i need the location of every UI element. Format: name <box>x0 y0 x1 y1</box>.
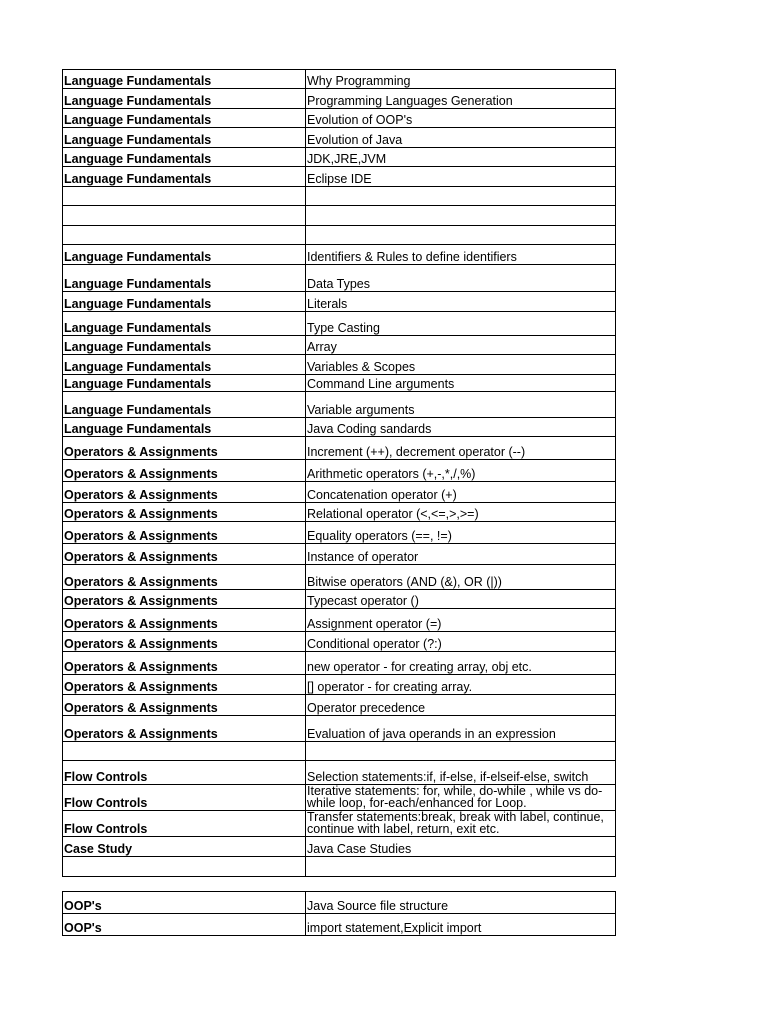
topic-cell: Operators & Assignments <box>63 695 306 716</box>
topic-cell: Flow Controls <box>63 785 306 811</box>
table-row <box>63 437 616 460</box>
subtopic-cell: Data Types <box>306 265 616 292</box>
table-row <box>63 652 616 675</box>
table-row <box>63 482 616 503</box>
topic-cell: Language Fundamentals <box>63 109 306 128</box>
subtopic-cell: Variable arguments <box>306 392 616 418</box>
topic-cell: Operators & Assignments <box>63 460 306 482</box>
topic-cell: Language Fundamentals <box>63 292 306 312</box>
topic-cell <box>63 742 306 761</box>
table-row <box>63 206 616 226</box>
subtopic-cell: Why Programming <box>306 70 616 89</box>
table-row <box>63 89 616 109</box>
subtopic-cell: Identifiers & Rules to define identifiers <box>306 245 616 265</box>
topic-cell: Language Fundamentals <box>63 70 306 89</box>
main-table-body <box>63 70 616 877</box>
topic-cell: Operators & Assignments <box>63 503 306 522</box>
topic-cell: Flow Controls <box>63 761 306 785</box>
table-row <box>63 167 616 187</box>
table-row <box>63 811 616 837</box>
curriculum-table-oops <box>62 891 615 936</box>
subtopic-cell: Typecast operator () <box>306 590 616 609</box>
table-row <box>63 632 616 652</box>
subtopic-cell: Evolution of Java <box>306 128 616 148</box>
table-row <box>63 695 616 716</box>
topic-cell: Case Study <box>63 837 306 857</box>
topic-cell: Flow Controls <box>63 811 306 837</box>
subtopic-cell: Operator precedence <box>306 695 616 716</box>
topic-cell: Operators & Assignments <box>63 522 306 544</box>
table-row <box>63 522 616 544</box>
table-row <box>63 892 616 914</box>
topic-cell: Language Fundamentals <box>63 128 306 148</box>
topic-cell: Language Fundamentals <box>63 148 306 167</box>
subtopic-cell: Programming Languages Generation <box>306 89 616 109</box>
topic-cell: Operators & Assignments <box>63 632 306 652</box>
subtopic-cell: Concatenation operator (+) <box>306 482 616 503</box>
table-row <box>63 565 616 590</box>
subtopic-cell: Literals <box>306 292 616 312</box>
subtopic-cell: Evaluation of java operands in an expression <box>306 716 616 742</box>
topic-cell: OOP's <box>63 892 306 914</box>
topic-cell: Operators & Assignments <box>63 565 306 590</box>
subtopic-cell: Transfer statements:break, break with label, continue, continue with label, return, exit etc. <box>306 811 616 837</box>
table-row <box>63 675 616 695</box>
topic-cell: Language Fundamentals <box>63 89 306 109</box>
table-row <box>63 245 616 265</box>
subtopic-cell: Iterative statements: for, while, do-while , while vs do-while loop, for-each/enhanced for Loop. <box>306 785 616 811</box>
table-row <box>63 292 616 312</box>
table-row <box>63 265 616 292</box>
table-row <box>63 785 616 811</box>
topic-cell <box>63 187 306 206</box>
table-row <box>63 914 616 936</box>
subtopic-cell: Type Casting <box>306 312 616 336</box>
table-row <box>63 857 616 877</box>
curriculum-table-main <box>62 69 615 877</box>
topic-cell: Operators & Assignments <box>63 482 306 503</box>
subtopic-cell: Evolution of OOP's <box>306 109 616 128</box>
table-row <box>63 187 616 206</box>
topic-cell <box>63 226 306 245</box>
table-row <box>63 418 616 437</box>
subtopic-cell <box>306 187 616 206</box>
subtopic-cell: Conditional operator (?:) <box>306 632 616 652</box>
subtopic-cell: Assignment operator (=) <box>306 609 616 632</box>
subtopic-cell: Eclipse IDE <box>306 167 616 187</box>
subtopic-cell: Variables & Scopes <box>306 355 616 375</box>
table-row <box>63 336 616 355</box>
topic-cell: Language Fundamentals <box>63 336 306 355</box>
subtopic-cell: Command Line arguments <box>306 375 616 392</box>
subtopic-cell: Array <box>306 336 616 355</box>
topic-cell: Language Fundamentals <box>63 265 306 292</box>
topic-cell: Operators & Assignments <box>63 716 306 742</box>
topic-cell: OOP's <box>63 914 306 936</box>
table-row <box>63 837 616 857</box>
table-row <box>63 70 616 89</box>
table-row <box>63 109 616 128</box>
table-row <box>63 590 616 609</box>
subtopic-cell: Java Coding sandards <box>306 418 616 437</box>
table-row <box>63 312 616 336</box>
table-row <box>63 761 616 785</box>
topic-cell: Operators & Assignments <box>63 544 306 565</box>
topic-cell: Operators & Assignments <box>63 652 306 675</box>
table-row <box>63 148 616 167</box>
table-row <box>63 392 616 418</box>
topic-cell <box>63 857 306 877</box>
subtopic-cell: Java Case Studies <box>306 837 616 857</box>
subtopic-cell: new operator - for creating array, obj etc. <box>306 652 616 675</box>
table-row <box>63 460 616 482</box>
subtopic-cell <box>306 206 616 226</box>
topic-cell: Operators & Assignments <box>63 675 306 695</box>
subtopic-cell: [] operator - for creating array. <box>306 675 616 695</box>
table-row <box>63 226 616 245</box>
subtopic-cell <box>306 857 616 877</box>
table-row <box>63 742 616 761</box>
topic-cell: Operators & Assignments <box>63 609 306 632</box>
subtopic-cell: Increment (++), decrement operator (--) <box>306 437 616 460</box>
topic-cell: Language Fundamentals <box>63 375 306 392</box>
topic-cell: Language Fundamentals <box>63 355 306 375</box>
subtopic-cell: JDK,JRE,JVM <box>306 148 616 167</box>
topic-cell: Language Fundamentals <box>63 392 306 418</box>
table-row <box>63 355 616 375</box>
table-row <box>63 544 616 565</box>
subtopic-cell: Java Source file structure <box>306 892 616 914</box>
topic-cell: Language Fundamentals <box>63 418 306 437</box>
topic-cell: Language Fundamentals <box>63 167 306 187</box>
subtopic-cell: Equality operators (==, !=) <box>306 522 616 544</box>
subtopic-cell: Relational operator (<,<=,>,>=) <box>306 503 616 522</box>
topic-cell: Language Fundamentals <box>63 245 306 265</box>
table-row <box>63 375 616 392</box>
subtopic-cell: Bitwise operators (AND (&), OR (|)) <box>306 565 616 590</box>
topic-cell: Language Fundamentals <box>63 312 306 336</box>
topic-cell: Operators & Assignments <box>63 590 306 609</box>
subtopic-cell: Arithmetic operators (+,-,*,/,%) <box>306 460 616 482</box>
table-row <box>63 609 616 632</box>
table-row <box>63 716 616 742</box>
oops-table-body <box>63 892 616 936</box>
subtopic-cell <box>306 226 616 245</box>
topic-cell: Operators & Assignments <box>63 437 306 460</box>
subtopic-cell: Instance of operator <box>306 544 616 565</box>
table-row <box>63 128 616 148</box>
table-row <box>63 503 616 522</box>
subtopic-cell: Selection statements:if, if-else, if-elseif-else, switch <box>306 761 616 785</box>
topic-cell <box>63 206 306 226</box>
subtopic-cell: import statement,Explicit import <box>306 914 616 936</box>
subtopic-cell <box>306 742 616 761</box>
